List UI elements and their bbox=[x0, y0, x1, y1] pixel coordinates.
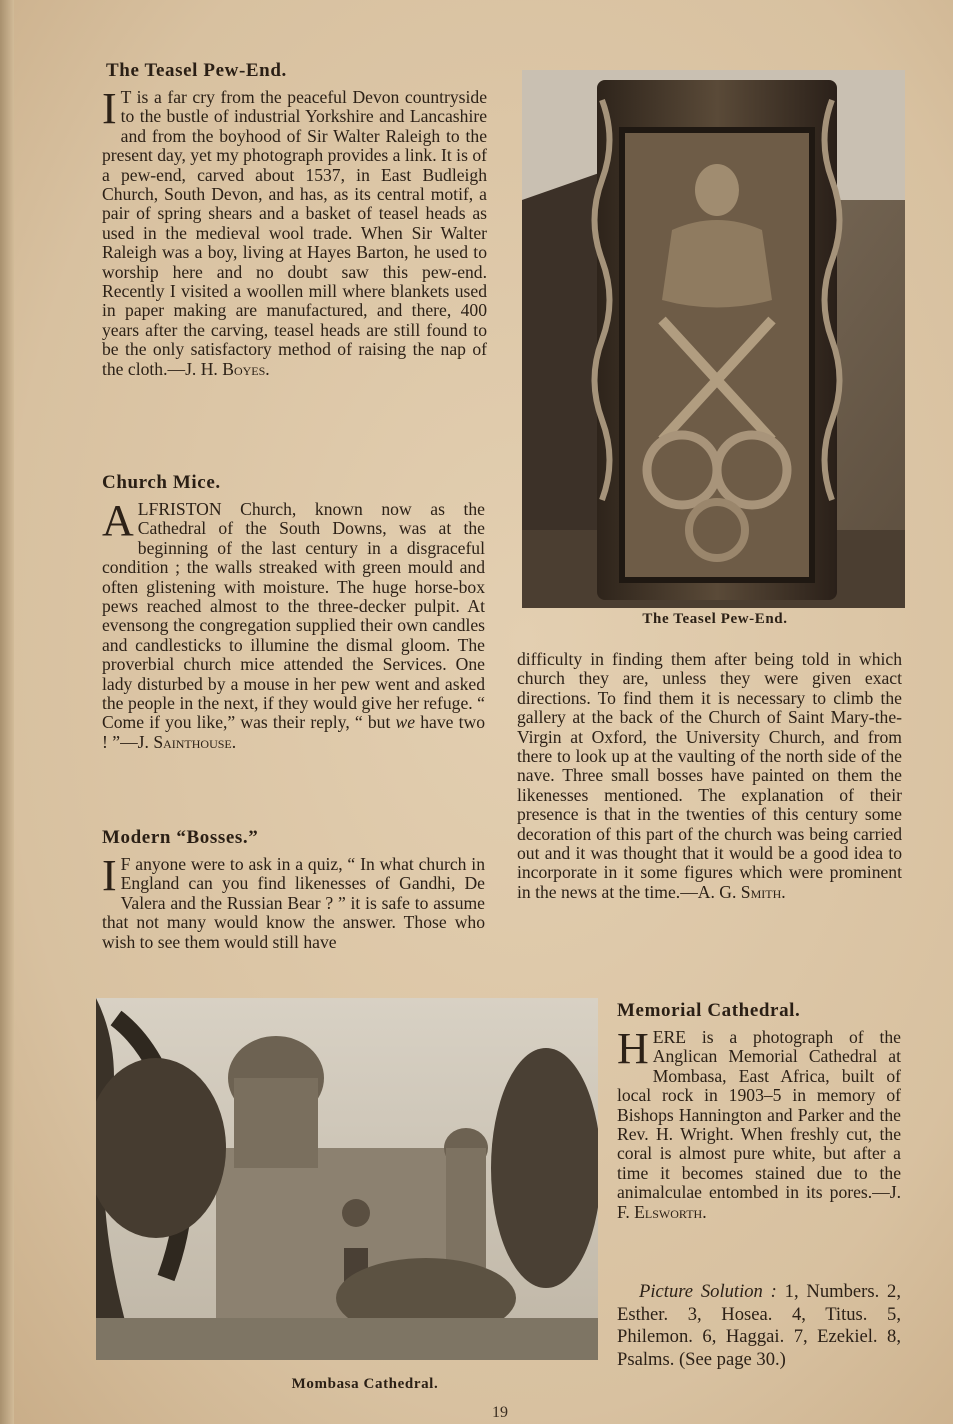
solution-body bbox=[617, 1281, 901, 1371]
bosses-continued-text: difficulty in finding them after being told in which church they are, unless they were given exact directions. To find them it is necessary to climb the gallery at the back of the Church of Saint Mary-the-Virgin at Oxford, the University Church, and from there to look up at the vaulting of the north side of the nave. Three small bosses have painted on them the likenesses mentioned. The explanation of their presence is that in the twenties of this century some decoration of this part of the church was being carried out and it was thought that it would be a good idea to incorporate in it some figures which were prominent in the news at the time. bbox=[517, 649, 902, 902]
mice-signature: —J. Sainthouse. bbox=[120, 731, 237, 752]
mice-dropcap: A bbox=[102, 496, 134, 545]
teasel-text: T is a far cry from the peaceful Devon countryside to the bustle of industrial Yorkshire and Lancashire and from the boyhood of Sir Walter Raleigh to the present day, yet my photograph provides a link. It is of a pew-end, carved about 1537, in East Budleigh Church, South Devon, and has, as its central motif, a pair of spring shears and a basket of teasel heads as used in the medieval wool trade. When Sir Walter Raleigh was a boy, living at Hayes Barton, he used to worship here and no doubt saw this pew-end. Recently I visited a woollen mill where blankets used in paper making are manufactured, and there, 400 years after the carving, teasel heads are still found to be the only satisfactory method of raising the nap of the cloth. bbox=[102, 87, 487, 379]
picture-solution bbox=[617, 1281, 901, 1371]
solution-text: 1, Numbers. 2, Esther. 3, Hosea. 4, Titus. 5, Philemon. 6, Haggai. 7, Ezekiel. 8, Psalms. (See page 30.) bbox=[617, 1281, 901, 1370]
memorial-signature: —J. F. Elsworth. bbox=[617, 1182, 901, 1222]
teasel-signature: —J. H. Boyes. bbox=[167, 358, 270, 379]
article-teasel bbox=[102, 60, 487, 379]
page-binding-edge bbox=[0, 0, 14, 1424]
teasel-dropcap: I bbox=[102, 84, 117, 133]
mice-text: LFRISTON Church, known now as the Cathedral of the South Downs, was at the beginning of the last century in a disgraceful condition ; the walls streaked with green mould and often glistening with moisture. The huge horse-box pews reached almost to the three-decker pulpit. At evensong the congregation supplied their own candles and candlesticks to illumine the dismal gloom. The proverbial church mice attended the Services. One lady disturbed by a mouse in her pew went and asked the people in the next, if they would give her refuge. “ Come if you like,” was their reply, “ but bbox=[102, 499, 485, 733]
mice-heading: Church Mice. bbox=[102, 472, 221, 493]
teasel-heading: The Teasel Pew-End. bbox=[106, 60, 287, 81]
teasel-body bbox=[102, 84, 487, 379]
memorial-heading: Memorial Cathedral. bbox=[617, 1000, 801, 1021]
article-bosses-continued bbox=[517, 650, 902, 902]
mombasa-image bbox=[96, 998, 598, 1360]
pew-end-image bbox=[522, 70, 905, 608]
bosses-continued-body bbox=[517, 650, 902, 902]
memorial-text: ERE is a photograph of the Anglican Memorial Cathedral at Mombasa, East Africa, built of local rock in 1903–5 in memory of Bishops Hannington and Parker and the Rev. H. Wright. When freshly cut, the coral is almost pure white, but after a time it becomes stained due to the animalculae entombed in its pores. bbox=[617, 1027, 901, 1203]
article-church-mice bbox=[102, 472, 485, 752]
mice-text-end: have two ! ” bbox=[102, 712, 485, 752]
page-number: 19 bbox=[492, 1404, 508, 1421]
mice-body bbox=[102, 496, 485, 752]
bosses-signature: —A. G. Smith. bbox=[680, 881, 786, 902]
bosses-heading: Modern “Bosses.” bbox=[102, 827, 259, 848]
mice-we: we bbox=[395, 712, 416, 733]
pew-end-caption: The Teasel Pew-End. bbox=[642, 611, 788, 627]
mombasa-caption: Mombasa Cathedral. bbox=[291, 1376, 439, 1392]
memorial-dropcap: H bbox=[617, 1024, 649, 1073]
mombasa-photo bbox=[96, 998, 598, 1360]
article-bosses bbox=[102, 827, 485, 952]
article-memorial bbox=[617, 1000, 901, 1222]
memorial-body bbox=[617, 1024, 901, 1222]
solution-label: Picture Solution : bbox=[639, 1281, 777, 1302]
pew-end-photo bbox=[522, 70, 905, 608]
bosses-text: F anyone were to ask in a quiz, “ In what church in England can you find likenesses of Gandhi, De Valera and the Russian Bear ? ” it is safe to assume that not many would know the answer. Those who wish to see them would still have bbox=[102, 854, 485, 952]
bosses-dropcap: I bbox=[102, 851, 117, 900]
bosses-body bbox=[102, 851, 485, 952]
